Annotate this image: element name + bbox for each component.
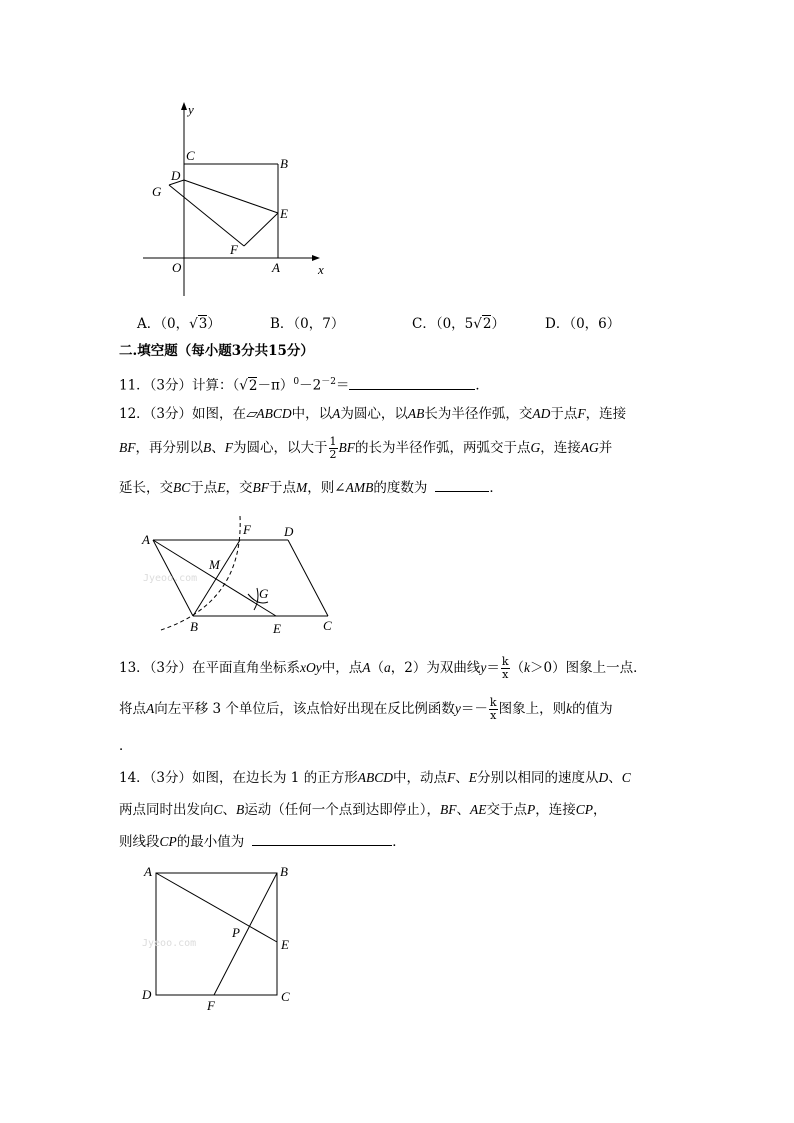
label-E: E bbox=[273, 621, 281, 636]
choice-b: B．（0，7） bbox=[270, 316, 345, 332]
question-13-line3: ． bbox=[119, 738, 133, 754]
answer-blank-11[interactable] bbox=[349, 375, 475, 390]
figure-coordinate-square bbox=[135, 98, 345, 298]
label-D: D bbox=[171, 168, 181, 183]
label-M: M bbox=[209, 557, 220, 572]
label-E: E bbox=[281, 937, 289, 952]
label-x: x bbox=[318, 262, 324, 277]
question-11: 11．（3分）计算：$(√2-\pi)^0-2^{-2}=$ ． bbox=[119, 372, 489, 396]
question-12-line1: 12．（3分）如图，在▱ABCD中，以A为圆心，以AB长为半径作弧，交AD于点F，连接 bbox=[119, 406, 627, 422]
question-14-line2: 两点同时出发向C、B运动（任何一个点到达即停止），BF、AE交于点P，连接CP， bbox=[119, 802, 607, 818]
question-14-line1: 14．（3分）如图，在边长为 1 的正方形ABCD中，动点F、E分别以相同的速度从D、C bbox=[119, 770, 631, 786]
y-axis-arrow bbox=[181, 102, 187, 110]
question-13-line2: 将点A向左平移 3 个单位后，该点恰好出现在反比例函数y＝－ $\frac{k}{x}$ 图象上，则k的值为 bbox=[119, 696, 613, 722]
watermark: Jyeoo.com bbox=[143, 573, 198, 584]
label-A: A bbox=[142, 532, 150, 547]
label-F: F bbox=[207, 998, 215, 1013]
choice-a: A．（0，√3） bbox=[137, 316, 221, 332]
label-A: A bbox=[272, 260, 280, 275]
label-D: D bbox=[142, 987, 152, 1002]
label-A: A bbox=[144, 864, 152, 879]
label-O: O bbox=[172, 260, 182, 275]
label-B: B bbox=[280, 864, 288, 879]
x-axis-arrow bbox=[312, 255, 320, 261]
segment-FE bbox=[244, 213, 278, 246]
fraction-k-over-x: $\frac{k}{x}$ bbox=[501, 655, 509, 681]
answer-blank-12[interactable] bbox=[435, 477, 489, 492]
label-B: B bbox=[280, 156, 288, 171]
label-C: C bbox=[323, 618, 332, 633]
choice-d: D．（0，6） bbox=[545, 316, 621, 332]
question-12-line2: BF，再分别以B、F为圆心，以大于 $\frac{1}{2}$ BF的长为半径作弧，两弧交于点G，连接AG并 bbox=[119, 435, 613, 461]
label-E: E bbox=[280, 206, 288, 221]
question-12-line3: 延长，交BC于点E，交BF于点M，则∠AMB的度数为 ． bbox=[119, 477, 503, 498]
segment-BF bbox=[214, 873, 277, 995]
segment-BF bbox=[193, 540, 240, 616]
label-y: y bbox=[188, 102, 194, 117]
segment-GF bbox=[169, 185, 244, 246]
label-F: F bbox=[243, 522, 251, 537]
segment-DC bbox=[288, 540, 328, 616]
label-D: D bbox=[284, 524, 294, 539]
fraction-k-over-x-2: $\frac{k}{x}$ bbox=[489, 696, 497, 722]
label-F: F bbox=[230, 242, 238, 257]
square-ABCD bbox=[156, 873, 277, 995]
fraction-one-half: $\frac{1}{2}$ bbox=[329, 435, 337, 461]
question-14-line3: 则线段CP的最小值为 ． bbox=[119, 831, 406, 852]
arc-small-2 bbox=[254, 588, 258, 610]
answer-blank-14[interactable] bbox=[252, 831, 392, 846]
label-C: C bbox=[281, 989, 290, 1004]
label-G: G bbox=[152, 184, 162, 199]
question-13-line1: 13．（3分）在平面直角坐标系xOy中，点A（a，2）为双曲线y＝ $\frac{k}{x}$ （k＞0）图象上一点． bbox=[119, 655, 647, 681]
watermark: Jyeoo.com bbox=[142, 938, 197, 949]
label-G: G bbox=[259, 586, 269, 601]
label-B: B bbox=[190, 619, 198, 634]
label-P: P bbox=[232, 925, 240, 940]
section-title: 二.填空题（每小题3分共15分） bbox=[119, 343, 314, 359]
label-C: C bbox=[186, 148, 195, 163]
choice-c: C．（0，5√2） bbox=[412, 316, 505, 332]
